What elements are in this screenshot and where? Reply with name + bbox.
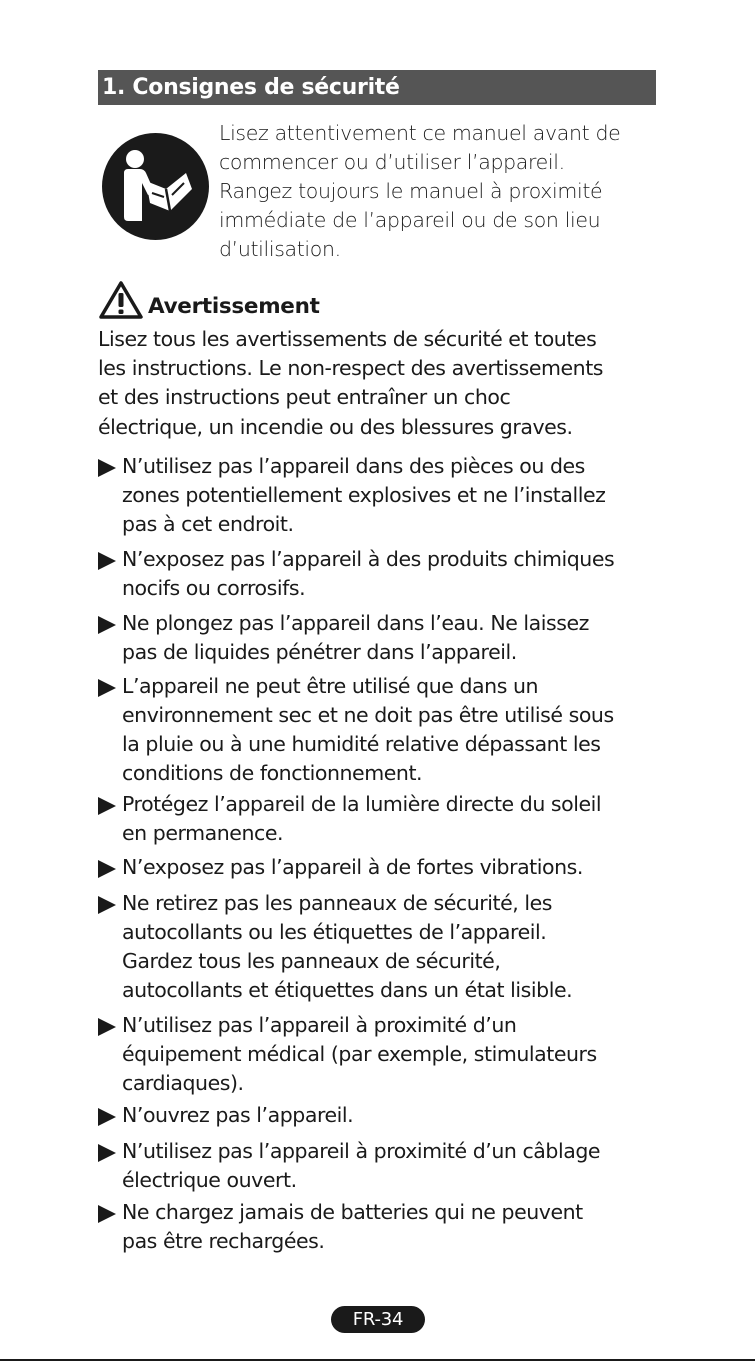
bullet-line: L’appareil ne peut être utilisé que dans un bbox=[122, 674, 539, 698]
bullet-arrow-icon bbox=[98, 860, 116, 878]
warning-line: électrique, un incendie ou des blessures graves. bbox=[98, 414, 573, 439]
bullet-line: N’utilisez pas l’appareil à proximité d’un bbox=[122, 1013, 517, 1037]
bullet-arrow-icon bbox=[98, 896, 116, 914]
safety-bullet bbox=[98, 1101, 658, 1130]
bullet-arrow-icon bbox=[98, 679, 116, 697]
intro-line: Lisez attentivement ce manuel avant de bbox=[219, 121, 621, 145]
bullet-line: pas de liquides pénétrer dans l’appareil. bbox=[122, 640, 517, 664]
safety-bullet bbox=[98, 452, 658, 539]
page-number-badge: FR-34 bbox=[331, 1306, 425, 1333]
intro-text bbox=[219, 119, 659, 264]
warning-label: Avertissement bbox=[148, 294, 320, 319]
bullet-line: N’utilisez pas l’appareil dans des pièces ou des bbox=[122, 454, 585, 478]
intro-line: immédiate de l’appareil ou de son lieu bbox=[219, 208, 601, 232]
bullet-line: environnement sec et ne doit pas être utilisé sous bbox=[122, 703, 614, 727]
bullet-line: électrique ouvert. bbox=[122, 1168, 297, 1192]
warning-heading bbox=[98, 280, 320, 320]
bullet-line: Protégez l’appareil de la lumière directe du soleil bbox=[122, 792, 602, 816]
bullet-line: Gardez tous les panneaux de sécurité, bbox=[122, 949, 501, 973]
bullet-arrow-icon bbox=[98, 1018, 116, 1036]
safety-bullet bbox=[98, 853, 658, 882]
bullet-line: N’utilisez pas l’appareil à proximité d’un câblage bbox=[122, 1139, 601, 1163]
read-manual-icon bbox=[102, 133, 209, 240]
bullet-line: pas être rechargées. bbox=[122, 1229, 325, 1253]
bullet-line: cardiaques). bbox=[122, 1071, 244, 1095]
bullet-arrow-icon bbox=[98, 552, 116, 570]
bullet-line: en permanence. bbox=[122, 821, 284, 845]
bullet-line: Ne plongez pas l’appareil dans l’eau. Ne laissez bbox=[122, 611, 589, 635]
bullet-line: N’ouvrez pas l’appareil. bbox=[122, 1103, 354, 1127]
warning-text bbox=[98, 325, 658, 442]
bullet-line: nocifs ou corrosifs. bbox=[122, 576, 306, 600]
bullet-line: conditions de fonctionnement. bbox=[122, 761, 423, 785]
bullet-line: N’exposez pas l’appareil à de fortes vibrations. bbox=[122, 855, 583, 879]
warning-triangle-icon bbox=[98, 280, 144, 320]
bullet-line: équipement médical (par exemple, stimulateurs bbox=[122, 1042, 597, 1066]
section-title: 1. Consignes de sécurité bbox=[98, 70, 656, 105]
bullet-arrow-icon bbox=[98, 616, 116, 634]
safety-bullet bbox=[98, 1011, 658, 1098]
bullet-line: la pluie ou à une humidité relative dépassant les bbox=[122, 732, 601, 756]
safety-bullet bbox=[98, 672, 658, 788]
bullet-line: Ne chargez jamais de batteries qui ne peuvent bbox=[122, 1200, 583, 1224]
bullet-arrow-icon bbox=[98, 1205, 116, 1223]
warning-line: Lisez tous les avertissements de sécurité et toutes bbox=[98, 327, 597, 351]
intro-line: commencer ou d’utiliser l’appareil. bbox=[219, 150, 565, 174]
bullet-line: autocollants et étiquettes dans un état lisible. bbox=[122, 978, 573, 1002]
intro-line: d’utilisation. bbox=[219, 237, 341, 261]
safety-bullet bbox=[98, 1198, 658, 1256]
safety-bullet bbox=[98, 889, 658, 1005]
intro-line: Rangez toujours le manuel à proximité bbox=[219, 179, 603, 203]
bullet-arrow-icon bbox=[98, 797, 116, 815]
bullet-line: N’exposez pas l’appareil à des produits chimiques bbox=[122, 547, 615, 571]
bullet-line: zones potentiellement explosives et ne l’installez bbox=[122, 483, 606, 507]
bullet-line: Ne retirez pas les panneaux de sécurité, les bbox=[122, 891, 552, 915]
safety-bullet bbox=[98, 1137, 658, 1195]
bullet-line: autocollants ou les étiquettes de l’appareil. bbox=[122, 920, 547, 944]
safety-bullet bbox=[98, 609, 658, 667]
warning-line: et des instructions peut entraîner un choc bbox=[98, 385, 511, 410]
bullet-arrow-icon bbox=[98, 1108, 116, 1126]
bullet-arrow-icon bbox=[98, 1144, 116, 1162]
safety-bullet bbox=[98, 545, 658, 603]
warning-line: les instructions. Le non-respect des avertissements bbox=[98, 356, 604, 381]
bullet-line: pas à cet endroit. bbox=[122, 512, 294, 536]
bullet-arrow-icon bbox=[98, 459, 116, 477]
safety-bullet bbox=[98, 790, 658, 848]
